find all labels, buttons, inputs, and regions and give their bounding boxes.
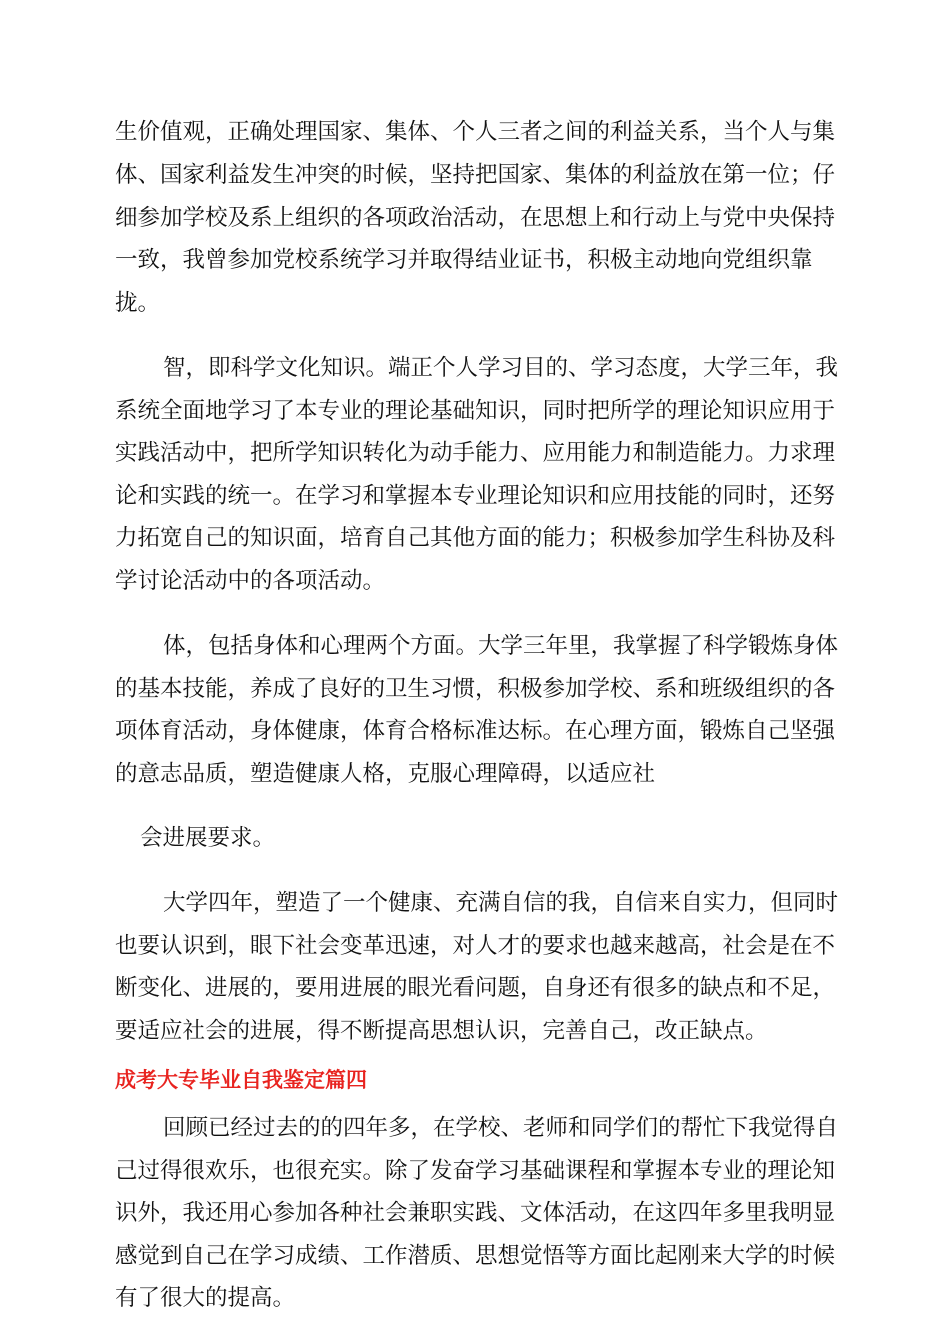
paragraph-line: 力拓宽自己的知识面，培育自己其他方面的能力；积极参加学生科协及科	[115, 525, 836, 551]
paragraph-line: 项体育活动，身体健康，体育合格标准达标。在心理方面，锻炼自己坚强	[115, 718, 836, 744]
paragraph-line: 论和实践的统一。在学习和掌握本专业理论知识和应用技能的同时，还努	[115, 483, 836, 509]
paragraph-line: 系统全面地学习了本专业的理论基础知识，同时把所学的理论知识应用于	[115, 398, 836, 424]
paragraph-line: 感觉到自己在学习成绩、工作潜质、思想觉悟等方面比起刚来大学的时候	[115, 1243, 836, 1269]
paragraph-line: 一致，我曾参加党校系统学习并取得结业证书，积极主动地向党组织靠	[115, 247, 813, 273]
paragraph-line: 体、国家利益发生冲突的时候，坚持把国家、集体的利益放在第一位；仔	[115, 162, 836, 188]
paragraph-line: 学讨论活动中的各项活动。	[115, 568, 386, 594]
section-heading: 成考大专毕业自我鉴定篇四	[115, 1068, 367, 1092]
paragraph-line: 生价值观，正确处理国家、集体、个人三者之间的利益关系，当个人与集	[115, 119, 836, 145]
paragraph-line: 识外，我还用心参加各种社会兼职实践、文体活动，在这四年多里我明显	[115, 1200, 836, 1226]
paragraph-line: 大学四年，塑造了一个健康、充满自信的我，自信来自实力，但同时	[163, 890, 839, 916]
paragraph-line: 断变化、进展的，要用进展的眼光看问题，自身还有很多的缺点和不足，	[115, 975, 836, 1001]
paragraph-line: 回顾已经过去的的四年多，在学校、老师和同学们的帮忙下我觉得自	[163, 1115, 839, 1141]
paragraph-line: 会进展要求。	[140, 825, 276, 851]
paragraph-line: 也要认识到，眼下社会变革迅速，对人才的要求也越来越高，社会是在不	[115, 933, 836, 959]
paragraph-line: 拢。	[115, 290, 161, 316]
paragraph-line: 己过得很欢乐，也很充实。除了发奋学习基础课程和掌握本专业的理论知	[115, 1158, 836, 1184]
paragraph-line: 的基本技能，养成了良好的卫生习惯，积极参加学校、系和班级组织的各	[115, 676, 836, 702]
paragraph-line: 的意志品质，塑造健康人格，克服心理障碍，以适应社	[115, 761, 656, 787]
paragraph-line: 体，包括身体和心理两个方面。大学三年里，我掌握了科学锻炼身体	[163, 633, 839, 659]
paragraph-line: 要适应社会的进展，得不断提高思想认识，完善自己，改正缺点。	[115, 1018, 768, 1044]
paragraph-line: 有了很大的提高。	[115, 1285, 296, 1311]
paragraph-line: 智，即科学文化知识。端正个人学习目的、学习态度，大学三年，我	[163, 355, 839, 381]
paragraph-line: 细参加学校及系上组织的各项政治活动，在思想上和行动上与党中央保持	[115, 205, 836, 231]
paragraph-line: 实践活动中，把所学知识转化为动手能力、应用能力和制造能力。力求理	[115, 440, 836, 466]
